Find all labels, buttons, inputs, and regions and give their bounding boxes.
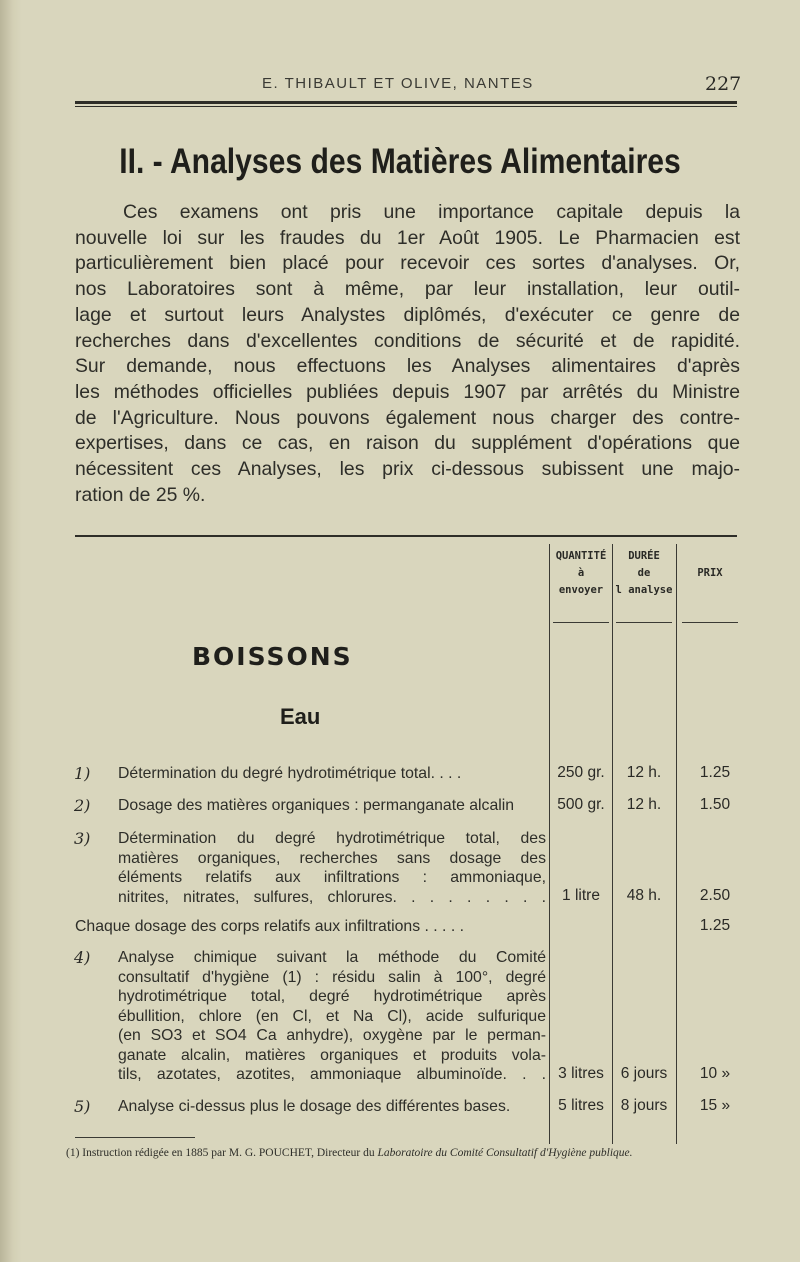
row-quantity: 5 litres	[558, 1097, 604, 1114]
desc-line: Analyse chimique suivant la méthode du Comité	[118, 949, 546, 966]
section-heading: BOISSONS	[192, 642, 353, 671]
row-duration: 12 h.	[626, 796, 662, 813]
column-header-duration	[613, 548, 675, 599]
footnote-rule	[75, 1137, 195, 1138]
row-description	[118, 829, 546, 907]
row-description	[118, 948, 546, 1085]
column-divider	[549, 544, 550, 1144]
header-rule	[75, 101, 737, 104]
column-header-price	[680, 565, 740, 582]
header-underline	[616, 622, 672, 623]
row-description	[118, 796, 546, 816]
header-line: QUANTITÉ	[555, 550, 607, 562]
row-description	[118, 764, 546, 784]
desc-line: hydrotimétrique total, degré hydrotimétrique après	[118, 988, 546, 1005]
header-line: l analyse	[615, 584, 673, 596]
desc-line: Chaque dosage des corps relatifs aux infiltrations . . . . .	[75, 918, 464, 935]
intro-line: nouvelle loi sur les fraudes du 1er Août 1905. Le Pharmacien est	[75, 226, 740, 249]
row-number: 2)	[74, 796, 91, 815]
intro-line: Sur demande, nous effectuons les Analyses alimentaires d'après	[75, 355, 740, 378]
footnote-text: (1) Instruction rédigée en 1885 par M. G. POUCHET, Directeur du	[66, 1147, 378, 1159]
intro-line: les méthodes officielles publiées depuis 1907 par arrêtés du Ministre	[75, 380, 740, 403]
desc-line: Détermination du degré hydrotimétrique total. . . .	[118, 765, 462, 782]
intro-line: ration de 25 %.	[75, 483, 206, 506]
header-line: envoyer	[558, 584, 604, 596]
row-description	[118, 1097, 546, 1117]
row-price: 10 »	[699, 1065, 731, 1082]
column-header-quantity	[551, 548, 611, 599]
row-duration: 48 h.	[626, 887, 662, 904]
page-title: II. - Analyses des Matières Alimentaires	[119, 142, 681, 181]
row-price: 1.25	[699, 764, 731, 781]
row-quantity: 250 gr.	[557, 764, 605, 781]
desc-line: Dosage des matières organiques : permanganate alcalin	[118, 797, 515, 814]
row-duration: 6 jours	[620, 1065, 668, 1082]
row-quantity: 3 litres	[558, 1065, 604, 1082]
column-divider	[612, 544, 613, 1144]
row-number: 5)	[74, 1097, 91, 1116]
header-rule-thin	[75, 106, 737, 107]
desc-line: (en SO3 et SO4 Ca anhydre), oxygène par le perman-	[118, 1027, 546, 1044]
intro-line: expertises, dans ce cas, en raison du supplément d'opérations que	[75, 432, 740, 455]
desc-line: consultatif d'hygiène (1) : résidu salin à 100°, degré	[118, 968, 546, 986]
page-header	[0, 75, 800, 97]
desc-line: matières organiques, recherches sans dosage des	[118, 849, 546, 867]
page-edge	[0, 0, 22, 1262]
header-line: PRIX	[697, 567, 723, 579]
header-line: DURÉE	[628, 550, 660, 562]
row-price: 1.25	[699, 917, 731, 934]
intro-line: Ces examens ont pris une importance capitale depuis la	[123, 201, 740, 223]
desc-line: Détermination du degré hydrotimétrique total, des	[118, 830, 546, 847]
row-number: 3)	[74, 829, 91, 848]
row-price: 1.50	[699, 796, 731, 813]
desc-line: tils, azotates, azotites, ammoniaque albuminoïde. . .	[118, 1066, 546, 1083]
page-number: 227	[705, 73, 742, 95]
row-price: 15 »	[699, 1097, 731, 1114]
column-divider	[676, 544, 677, 1144]
desc-line: ébullition, chlore (en Cl, et Na Cl), acide sulfurique	[118, 1007, 546, 1025]
intro-line: particulièrement bien placé pour recevoir ces sortes d'analyses. Or,	[75, 252, 740, 275]
footnote	[66, 1146, 746, 1161]
intro-line: lage et surtout leurs Analystes diplômés, d'exécuter ce genre de	[75, 303, 740, 326]
table-top-rule	[75, 535, 737, 537]
row-duration: 12 h.	[626, 764, 662, 781]
intro-line: nos Laboratoires sont à même, par leur installation, leur outil-	[75, 278, 740, 301]
desc-line: éléments relatifs aux infiltrations : ammoniaque,	[118, 869, 546, 886]
row-description	[75, 917, 546, 937]
desc-line: ganate alcalin, matières organiques et produits vola-	[118, 1046, 546, 1064]
subsection-heading: Eau	[280, 704, 321, 729]
intro-line: de l'Agriculture. Nous pouvons également nous charger des contre-	[75, 406, 740, 429]
row-number: 4)	[74, 948, 91, 967]
footnote-italic: Laboratoire du Comité Consultatif d'Hygiène publique.	[377, 1147, 633, 1159]
intro-line: nécessitent ces Analyses, les prix ci-dessous subissent une majo-	[75, 458, 740, 481]
row-quantity: 500 gr.	[557, 796, 605, 813]
header-line: à	[577, 567, 585, 579]
row-quantity: 1 litre	[562, 887, 600, 904]
header-underline	[682, 622, 738, 623]
row-number: 1)	[74, 764, 91, 783]
row-duration: 8 jours	[620, 1097, 668, 1114]
row-price: 2.50	[699, 887, 731, 904]
desc-line: Analyse ci-dessus plus le dosage des différentes bases.	[118, 1098, 511, 1115]
desc-line: nitrites, nitrates, sulfures, chlorures. . . . . . . . .	[118, 888, 546, 906]
intro-paragraph	[75, 200, 740, 508]
intro-line: recherches dans d'excellentes conditions de sécurité et de rapidité.	[75, 329, 740, 352]
running-head: E. THIBAULT ET OLIVE, NANTES	[262, 75, 534, 92]
header-underline	[553, 622, 609, 623]
header-line: de	[637, 567, 651, 579]
